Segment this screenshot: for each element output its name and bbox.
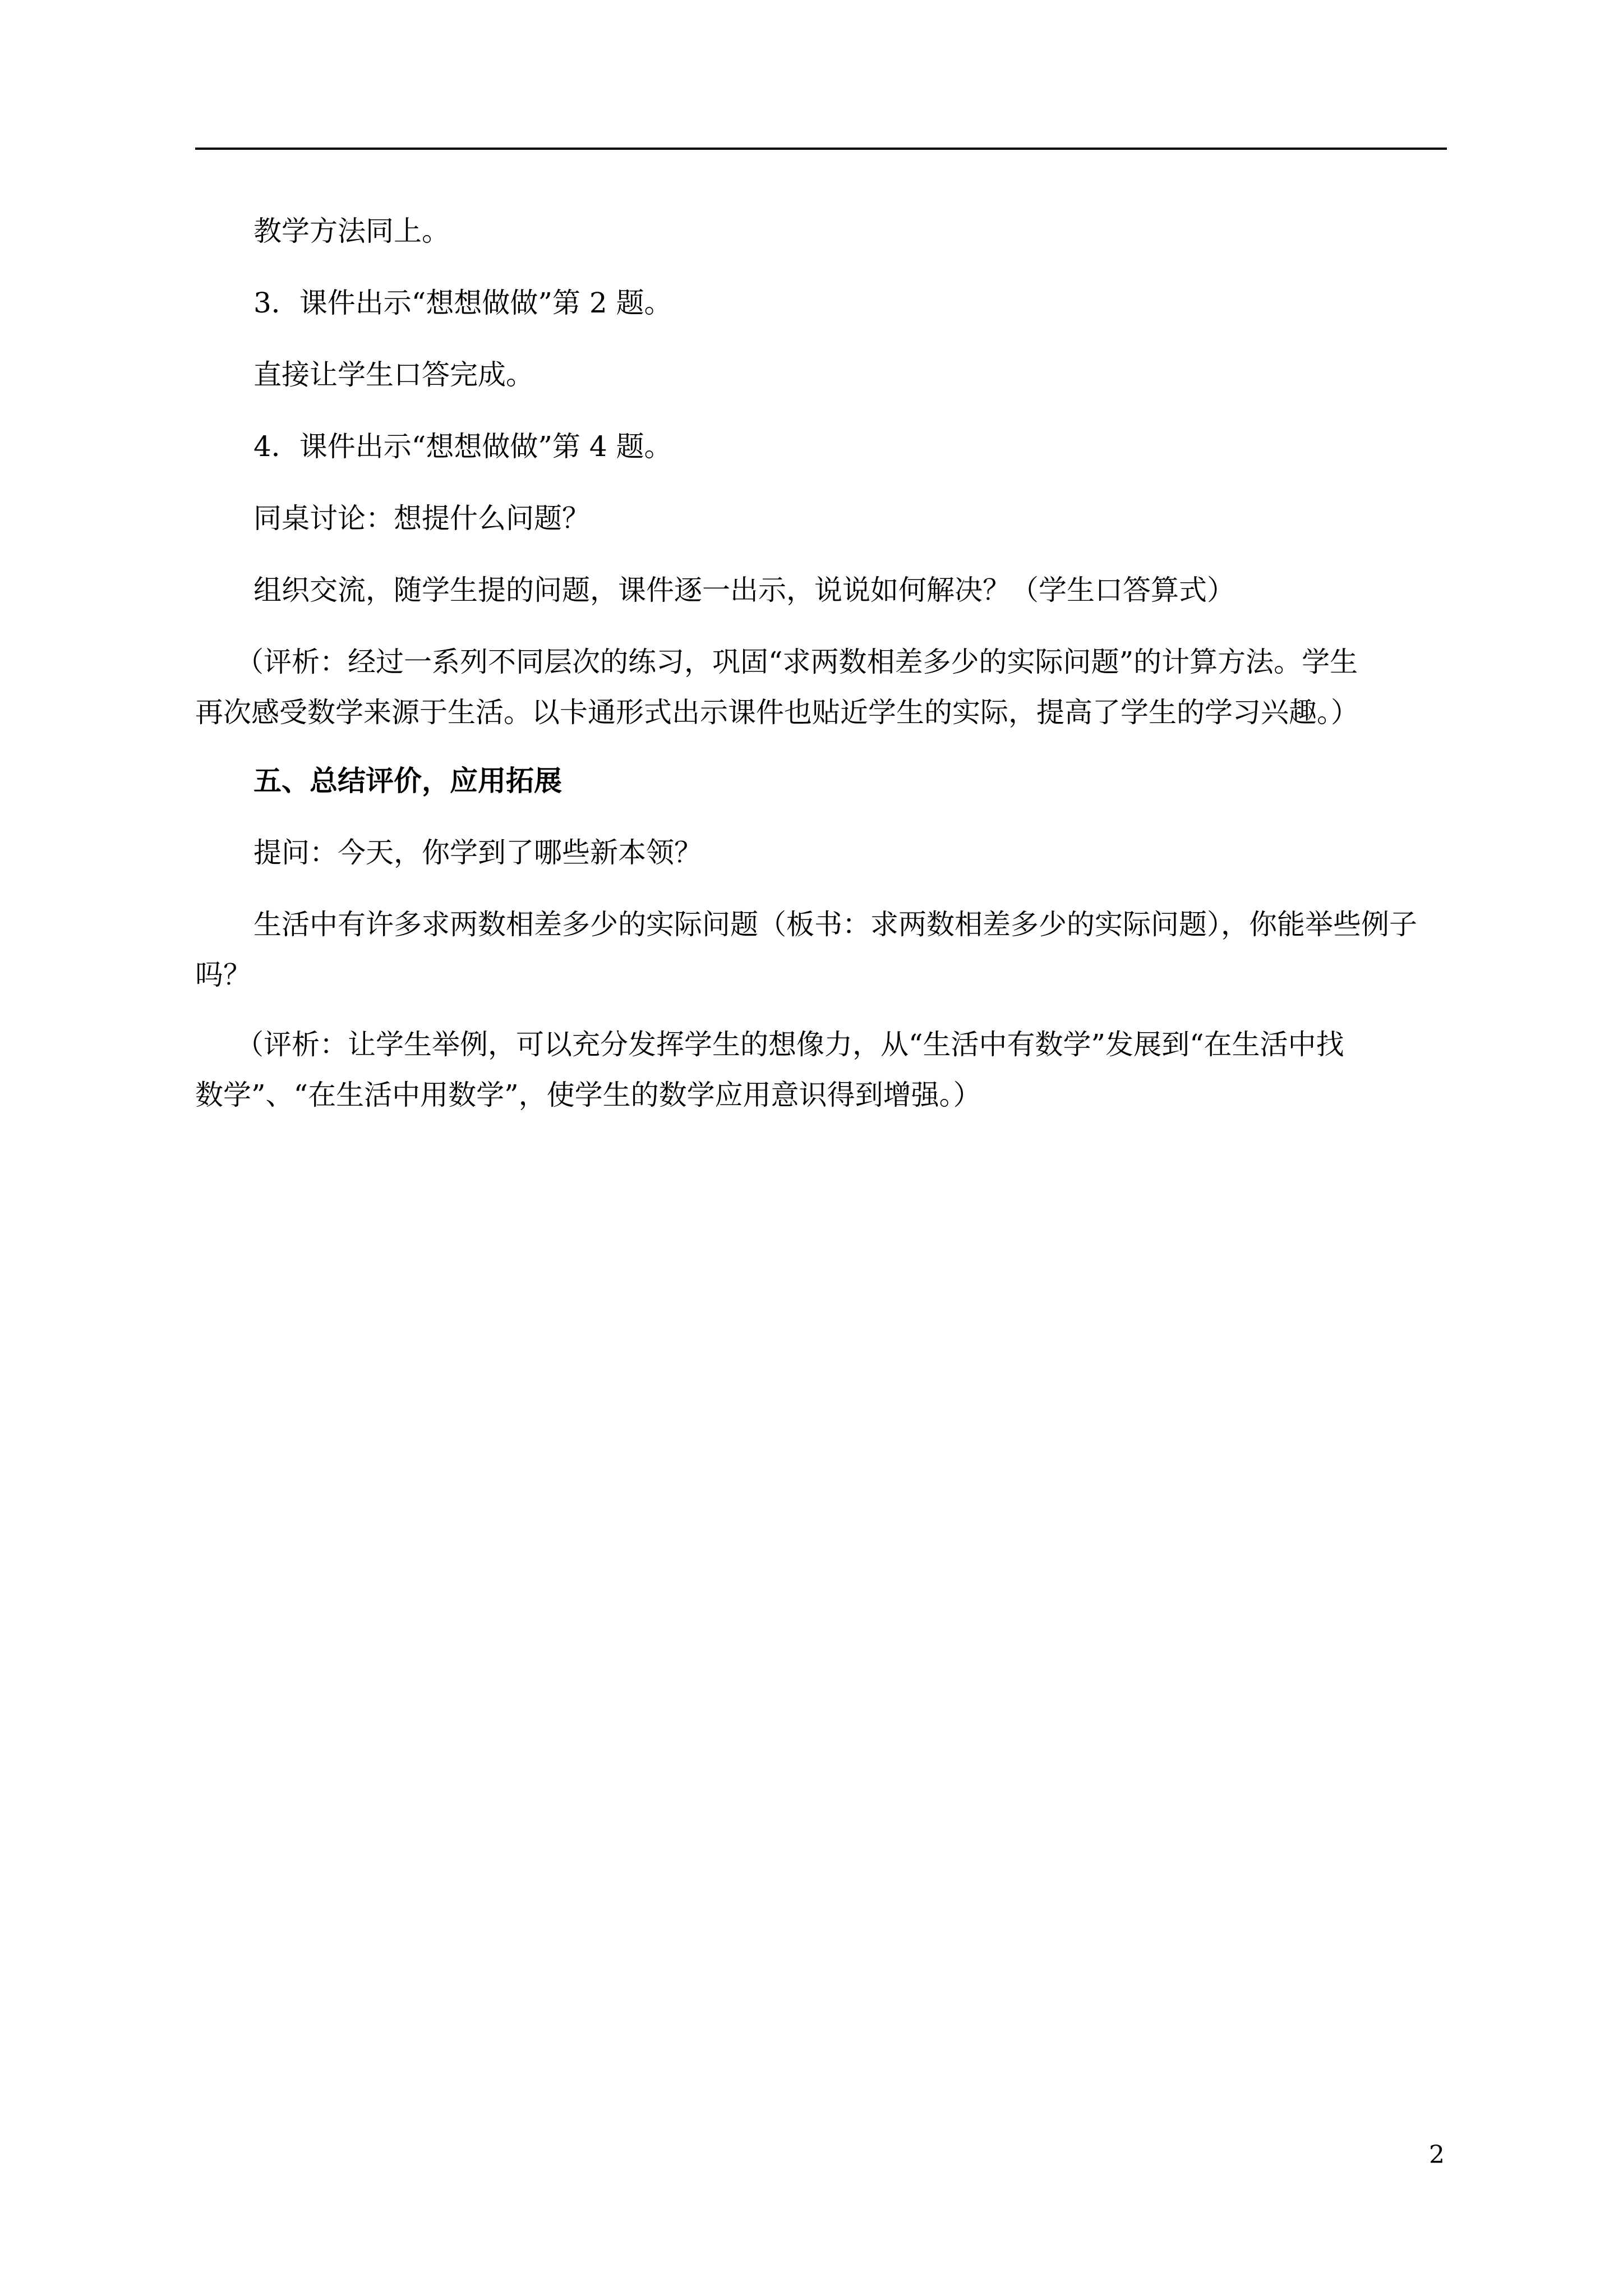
paragraph-line: （评析：让学生举例，可以充分发挥学生的想像力，从“生活中有数学”发展到“在生活中找 <box>236 1028 1344 1061</box>
paragraph-text: 同桌讨论：想提什么问题？ <box>253 502 590 535</box>
paragraph-item-3 <box>195 267 1451 339</box>
paragraph-line: 吗？ <box>195 959 251 991</box>
paragraph-question <box>195 817 1451 889</box>
section-heading <box>195 745 1451 817</box>
paragraph-text: 3．课件出示“想想做做”第 2 题。 <box>253 287 672 319</box>
paragraph-line: 再次感受数学来源于生活。以卡通形式出示课件也贴近学生的实际，提高了学生的学习兴趣。） <box>195 696 1359 729</box>
paragraph-text: 直接让学生口答完成。 <box>253 358 534 391</box>
paragraph-text: 4．课件出示“想想做做”第 4 题。 <box>253 430 672 463</box>
paragraph-line: 数学”、“在生活中用数学”，使学生的数学应用意识得到增强。） <box>195 1079 981 1111</box>
paragraph-real-life-examples <box>195 889 1451 1011</box>
paragraph-text: 提问：今天，你学到了哪些新本领？ <box>253 836 702 869</box>
paragraph-teaching-method <box>195 195 1451 267</box>
paragraph-oral-answer <box>195 339 1451 411</box>
paragraph-line: （评析：经过一系列不同层次的练习，巩固“求两数相差多少的实际问题”的计算方法。学生 <box>236 646 1358 678</box>
paragraph-organize-exchange <box>195 554 1451 626</box>
paragraph-text: 教学方法同上。 <box>253 215 450 247</box>
paragraph-commentary-1 <box>195 626 1451 748</box>
paragraph-text: 组织交流，随学生提的问题，课件逐一出示，说说如何解决？（学生口答算式） <box>253 574 1235 606</box>
heading-text: 五、总结评价，应用拓展 <box>253 764 562 797</box>
paragraph-commentary-2 <box>195 1009 1451 1131</box>
page-number: 2 <box>1429 2141 1445 2169</box>
header-rule <box>195 148 1447 150</box>
paragraph-desk-discussion <box>195 482 1451 554</box>
paragraph-item-4 <box>195 411 1451 482</box>
paragraph-line: 生活中有许多求两数相差多少的实际问题（板书：求两数相差多少的实际问题），你能举些例子 <box>253 908 1417 941</box>
